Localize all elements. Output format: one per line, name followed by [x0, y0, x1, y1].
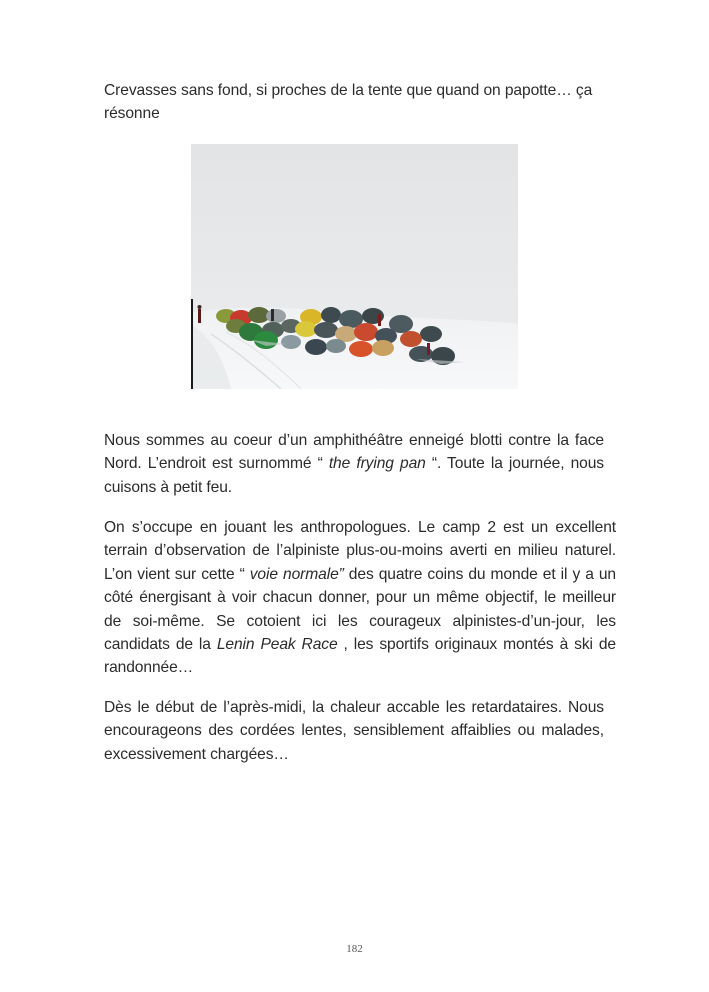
paragraph-1-italic: the frying pan: [328, 455, 426, 473]
paragraph-1-text-a: Nous sommes au coeur d’un amphithéâtre enneigé blotti contre la face Nord. L’endroit est surnommé “: [104, 432, 604, 473]
campsite-photo: [191, 144, 518, 389]
paragraph-2-italic-2: Lenin Peak Race: [216, 636, 338, 654]
paragraph-2-text-a: On s’occupe en jouant les anthropologues. Le camp 2 est un excellent terrain d’observation de l’alpiniste plus-ou-moins averti en milieu naturel. L’on vient sur cette “: [104, 519, 616, 583]
paragraph-3: Dès le début de l’après-midi, la chaleur accable les retardataires. Nous encourageons des cordées lentes, sensiblement affaiblies ou malades, excessivement chargées…: [104, 699, 604, 763]
page-number: 182: [346, 943, 363, 955]
paragraph-2-text-b: des quatre coins du monde et il y a un côté énergisant à voir chacun donner, pour un même objectif, le meilleur de soi-même. Se cotoient ici les courageux alpinistes-d’un-jour, les candidats de la: [104, 565, 616, 654]
paragraph-1-text-b: “. Toute la journée, nous cuisons à petit feu.: [104, 455, 605, 496]
paragraph-2: [104, 516, 616, 680]
paragraph-2-text-c: , les sportifs originaux montés à ski de randonnée…: [104, 636, 616, 677]
paragraph-1: [104, 429, 604, 499]
paragraph-2-italic-1: voie normale”: [249, 565, 344, 583]
photo-caption: Crevasses sans fond, si proches de la tente que quand on papotte… ça résonne: [104, 82, 593, 123]
